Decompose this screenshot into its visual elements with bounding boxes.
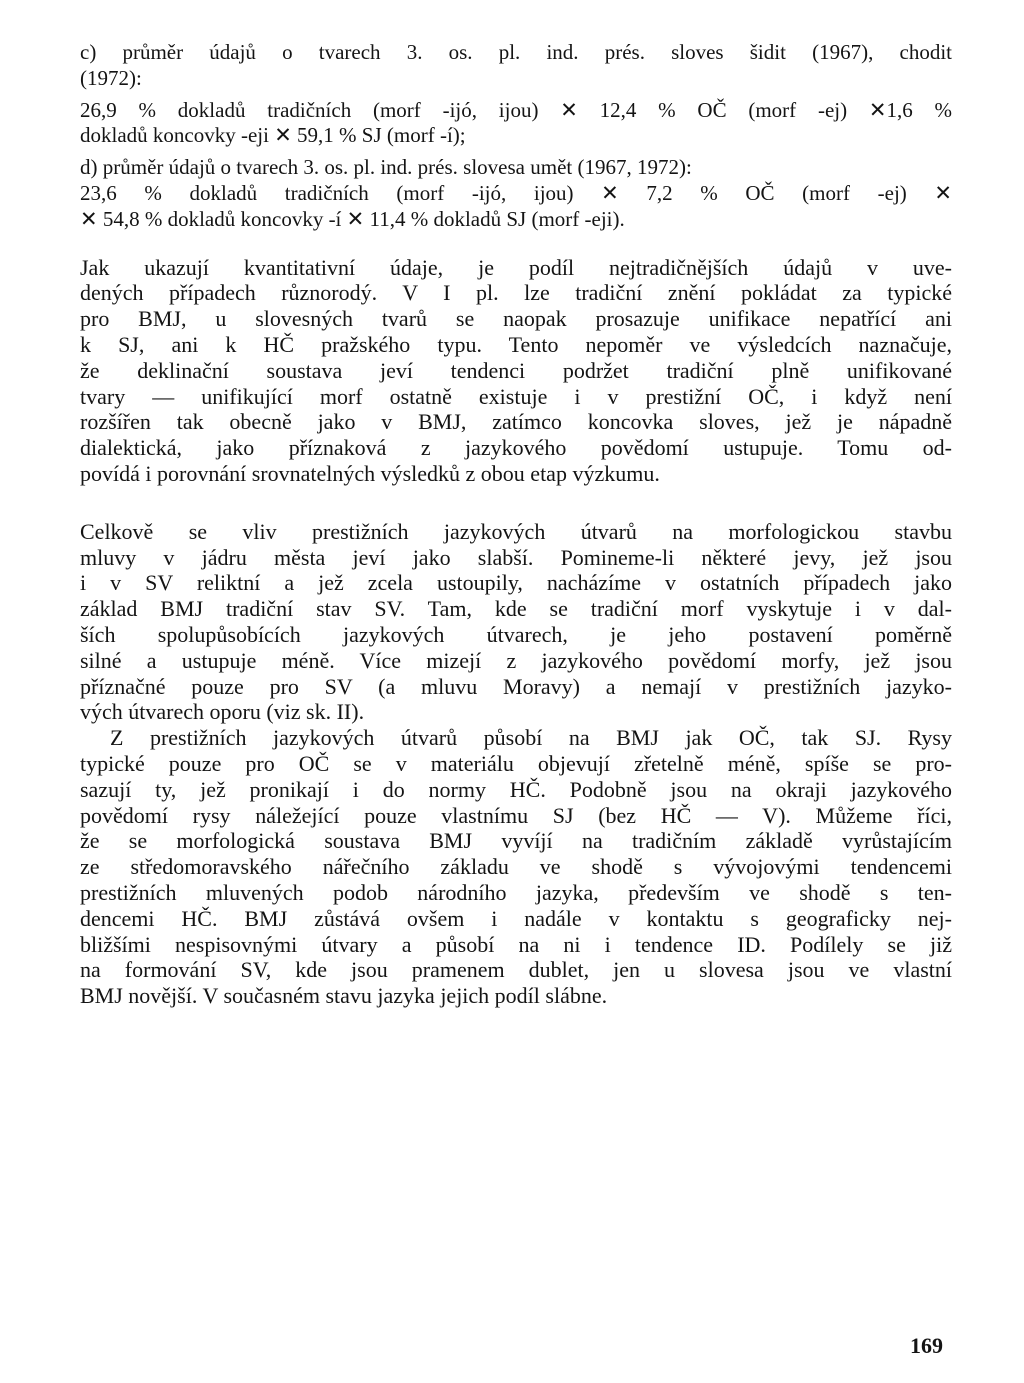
text-line: dokladů koncovky -eji ✕ 59,1 % SJ (morf -í); [80,123,466,148]
text-line: ✕ 54,8 % dokladů koncovky -í ✕ 11,4 % dokladů SJ (morf -eji). [80,206,625,231]
text-line: že se morfologická soustava BMJ vyvíjí na tradičním základě vyrůstajícím [80,828,952,854]
text-line: k SJ, ani k HČ pražského typu. Tento nepoměr ve výsledcích naznačuje, [80,331,952,357]
text-line: tvary — unifikující morf ostatně existuje i v prestižní OČ, i když není [80,383,952,409]
text-line: pro BMJ, u slovesných tvarů se naopak prosazuje unifikace nepatřící ani [80,306,952,332]
text-line: (1972): [80,65,142,90]
text-line: dených případech různorodý. V I pl. lze tradiční znění pokládat za typické [80,280,952,306]
paragraph-overall [80,519,952,725]
text-line: prestižních mluvených podob národního jazyka, především ve shodě s ten- [80,879,952,905]
text-line: vých útvarech oporu (viz sk. II). [80,699,365,725]
text-line: dialektická, jako příznaková z jazykového povědomí ustupuje. Tomu od- [80,435,952,461]
text-line: Jak ukazují kvantitativní údaje, je podíl nejtradičnějších údajů v uve- [80,254,952,280]
text-line: základ BMJ tradiční stav SV. Tam, kde se tradiční morf vyskytuje i v dal- [80,596,952,622]
list-item-d [80,155,952,232]
text-line: sazují ty, jež pronikají i do normy HČ. Podobně jsou na okraji jazykového [80,776,952,802]
page-number: 169 [910,1333,943,1358]
text-line: i v SV reliktní a jež zcela ustoupily, nacházíme v ostatních případech jako [80,570,952,596]
paragraph-prestige [80,725,952,1009]
text-line: ze středomoravského nářečního základu ve shodě s vývojovými tendencemi [80,854,952,880]
paragraph-quantitative [80,255,952,487]
text-line: že deklinační soustava jeví tendenci podržet tradiční plně unifikované [80,357,952,383]
text-line: Z prestižních jazykových útvarů působí na BMJ jak OČ, tak SJ. Rysy [110,725,952,751]
text-line: 26,9 % dokladů tradičních (morf -ijó, ijou) ✕ 12,4 % OČ (morf -ej) ✕1,6 % [80,97,952,122]
text-line: bližšími nespisovnými útvary a působí na ni i tendence ID. Podílely se již [80,931,952,957]
text-line: c) průměr údajů o tvarech 3. os. pl. ind. prés. sloves šidit (1967), chodit [80,40,952,64]
text-line: silné a ustupuje méně. Více mizejí z jazykového povědomí morfy, jež jsou [80,647,952,673]
text-line: povídá i porovnání srovnatelných výsledků z obou etap výzkumu. [80,460,660,486]
text-line: typické pouze pro OČ se v materiálu objevují zřetelně méně, spíše se pro- [80,750,952,776]
text-line: mluvy v jádru města jeví jako slabší. Pomineme-li některé jevy, jež jsou [80,544,952,570]
text-line: Celkově se vliv prestižních jazykových útvarů na morfologickou stavbu [80,518,952,544]
text-line: d) průměr údajů o tvarech 3. os. pl. ind. prés. slovesa umět (1967, 1972): [80,155,692,180]
text-line: BMJ novější. V současném stavu jazyka jejich podíl slábne. [80,983,608,1009]
text-line: ších spolupůsobících jazykových útvarech, je jeho postavení poměrně [80,621,952,647]
text-line: příznačné pouze pro SV (a mluvu Moravy) a nemají v prestižních jazyko- [80,673,952,699]
text-line: 23,6 % dokladů tradičních (morf -ijó, ijou) ✕ 7,2 % OČ (morf -ej) ✕ [80,180,952,205]
page-content [80,40,952,1009]
text-line: povědomí rysy náležející pouze vlastnímu SJ (bez HČ — V). Můžeme říci, [80,802,952,828]
text-line: dencemi HČ. BMJ zůstává ovšem i nadále v kontaktu s geograficky nej- [80,905,952,931]
list-item-c-values [80,98,952,150]
list-item-c [80,40,952,92]
text-line: na formování SV, kde jsou pramenem dublet, jen u slovesa jsou ve vlastní [80,957,952,983]
text-line: rozšířen tak obecně jako v BMJ, zatímco koncovka sloves, jež je nápadně [80,409,952,435]
